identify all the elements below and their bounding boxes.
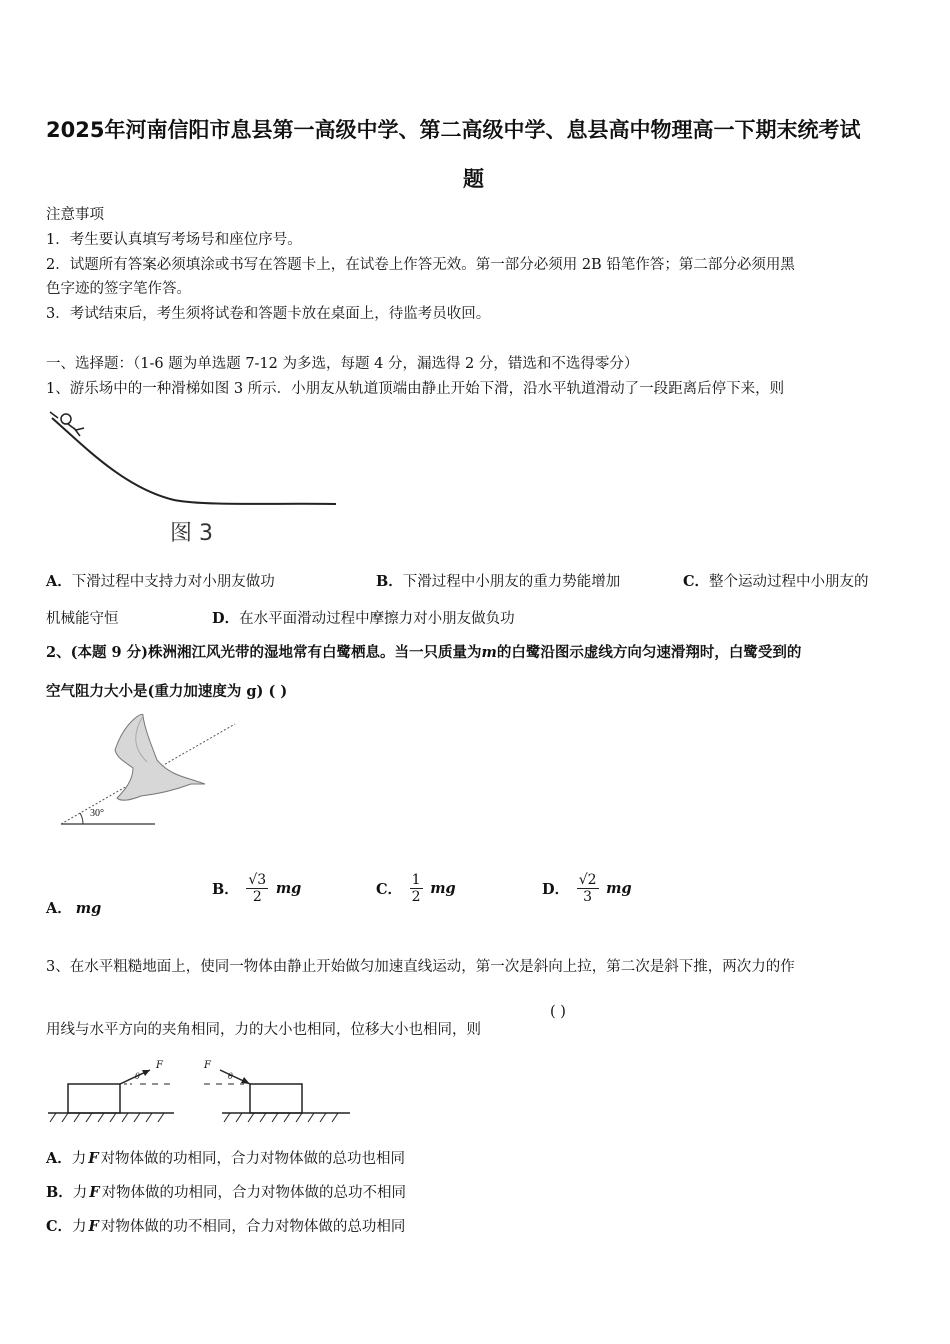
q1-option-d: D．在水平面滑动过程中摩擦力对小朋友做负功 (212, 610, 515, 627)
q3-stem-cont: 用线与水平方向的夹角相同，力的大小也相同，位移大小也相同，则 (46, 1022, 481, 1038)
figure-caption: 图 3 (170, 521, 213, 546)
angle-label: 30° (90, 808, 104, 819)
notice-item: 3．考试结束后，考生须将试卷和答题卡放在桌面上，待监考员收回。 (46, 306, 491, 322)
force-label-2: F (204, 1060, 211, 1071)
notice-item: 2．试题所有答案必须填涂或书写在答题卡上，在试卷上作答无效。第一部分必须用 2B 铅笔作答；第二部分必须用黑 (46, 257, 795, 273)
force-label-1: F (156, 1060, 163, 1071)
q1-stem: 1、游乐场中的一种滑梯如图 3 所示．小朋友从轨道顶端由静止开始下滑，沿水平轨道滑动了一段距离后停下来，则 (46, 381, 785, 397)
notice-heading: 注意事项 (46, 207, 104, 223)
q2-option-d: D． $\frac{√2}{3}$ mg (542, 872, 632, 905)
q3-option-c: C．力 F 对物体做的功不相同，合力对物体做的总功相同 (46, 1218, 406, 1235)
angle-label-1: θ (135, 1072, 140, 1081)
section-heading: 一、选择题：（1-6 题为单选题 7-12 为多选，每题 4 分，漏选得 2 分，错选和不选得零分） (46, 356, 639, 372)
q3-answer-paren: ( ) (550, 1004, 566, 1020)
force-figure (44, 1056, 354, 1126)
q3-option-b: B．力 F 对物体做的功相同，合力对物体做的总功不相同 (46, 1184, 407, 1201)
q3-option-a: A．力 F 对物体做的功相同，合力对物体做的总功也相同 (46, 1150, 406, 1167)
angle-label-2: θ (228, 1072, 233, 1081)
q2-stem: 2、(本题 9 分)株洲湘江风光带的湿地常有白鹭栖息。当一只质量为m的白鹭沿图示虚线方向匀速滑翔时，白鹭受到的 (46, 644, 802, 661)
notice-item: 1．考生要认真填写考场号和座位序号。 (46, 232, 302, 248)
notice-item: 色字迹的签字笔作答。 (46, 281, 191, 297)
page-title: 2025年河南信阳市息县第一高级中学、第二高级中学、息县高中物理高一下期末统考试 (46, 118, 861, 142)
page-title-cont: 题 (463, 167, 484, 191)
q3-stem: 3、在水平粗糙地面上，使同一物体由静止开始做匀加速直线运动，第一次是斜向上拉，第二次是斜下推，两次力的作 (46, 959, 795, 975)
q1-option-b: B．下滑过程中小朋友的重力势能增加 (376, 573, 621, 590)
q2-option-b: B． $\frac{√3}{2}$ mg (212, 872, 302, 905)
q1-option-c-cont: 机械能守恒 (46, 611, 119, 627)
q2-option-c: C． $\frac{1}{2}$ mg (376, 872, 456, 905)
q1-option-a: A．下滑过程中支持力对小朋友做功 (46, 573, 275, 590)
egret-figure (55, 710, 245, 830)
q2-stem-cont: 空气阻力大小是(重力加速度为 g) ( ) (46, 683, 288, 700)
q2-option-a: A． mg (46, 900, 102, 917)
q1-option-c: C．整个运动过程中小朋友的 (683, 573, 869, 590)
